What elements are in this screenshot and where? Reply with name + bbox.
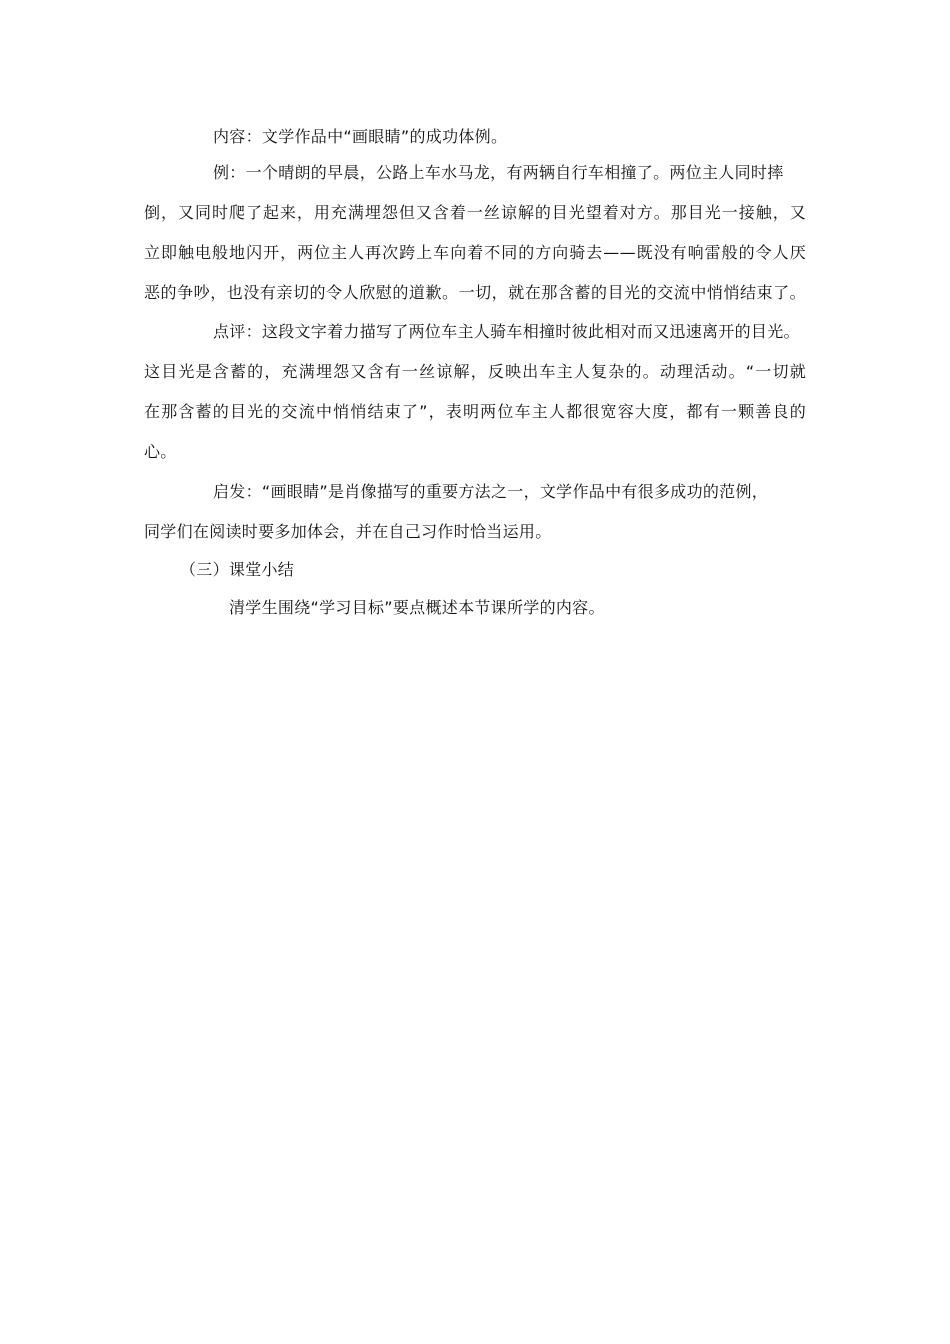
summary-line: 清学生围绕“学习目标”要点概述本节课所学的内容。: [229, 598, 605, 617]
section-heading: （三）课堂小结: [180, 560, 295, 579]
example-line-2: 倒，又同时爬了起来，用充满埋怨但又含着一丝谅解的目光望着对方。那目光一接触，又: [144, 203, 806, 222]
example-line-3: 立即触电般地闪开，两位主人再次跨上车向着不同的方向骑去——既没有响雷般的令人厌: [144, 243, 806, 262]
content-line: 内容：文学作品中“画眼睛”的成功体例。: [213, 127, 508, 146]
comment-line-2: 这目光是含蓄的，充满埋怨又含有一丝谅解，反映出车主人复杂的。动理活动。“一切就: [144, 362, 806, 381]
comment-line-1: 点评：这段文字着力描写了两位车主人骑车相撞时彼此相对而又迅速离开的目光。: [213, 322, 800, 341]
comment-line-4: 心。: [144, 442, 177, 461]
comment-line-3: 在那含蓄的目光的交流中悄悄结束了”，表明两位车主人都很宽容大度，都有一颗善良的: [144, 402, 806, 421]
example-line-1: 例：一个晴朗的早晨，公路上车水马龙，有两辆自行车相撞了。两位主人同时摔: [213, 163, 784, 182]
example-line-4: 恶的争吵，也没有亲切的令人欣慰的道歉。一切，就在那含蓄的目光的交流中悄悄结束了。: [144, 283, 806, 302]
inspiration-line-2: 同学们在阅读时要多加体会，并在自己习作时恰当运用。: [144, 522, 552, 541]
inspiration-line-1: 启发：“画眼睛”是肖像描写的重要方法之一，文学作品中有很多成功的范例，: [213, 482, 769, 501]
